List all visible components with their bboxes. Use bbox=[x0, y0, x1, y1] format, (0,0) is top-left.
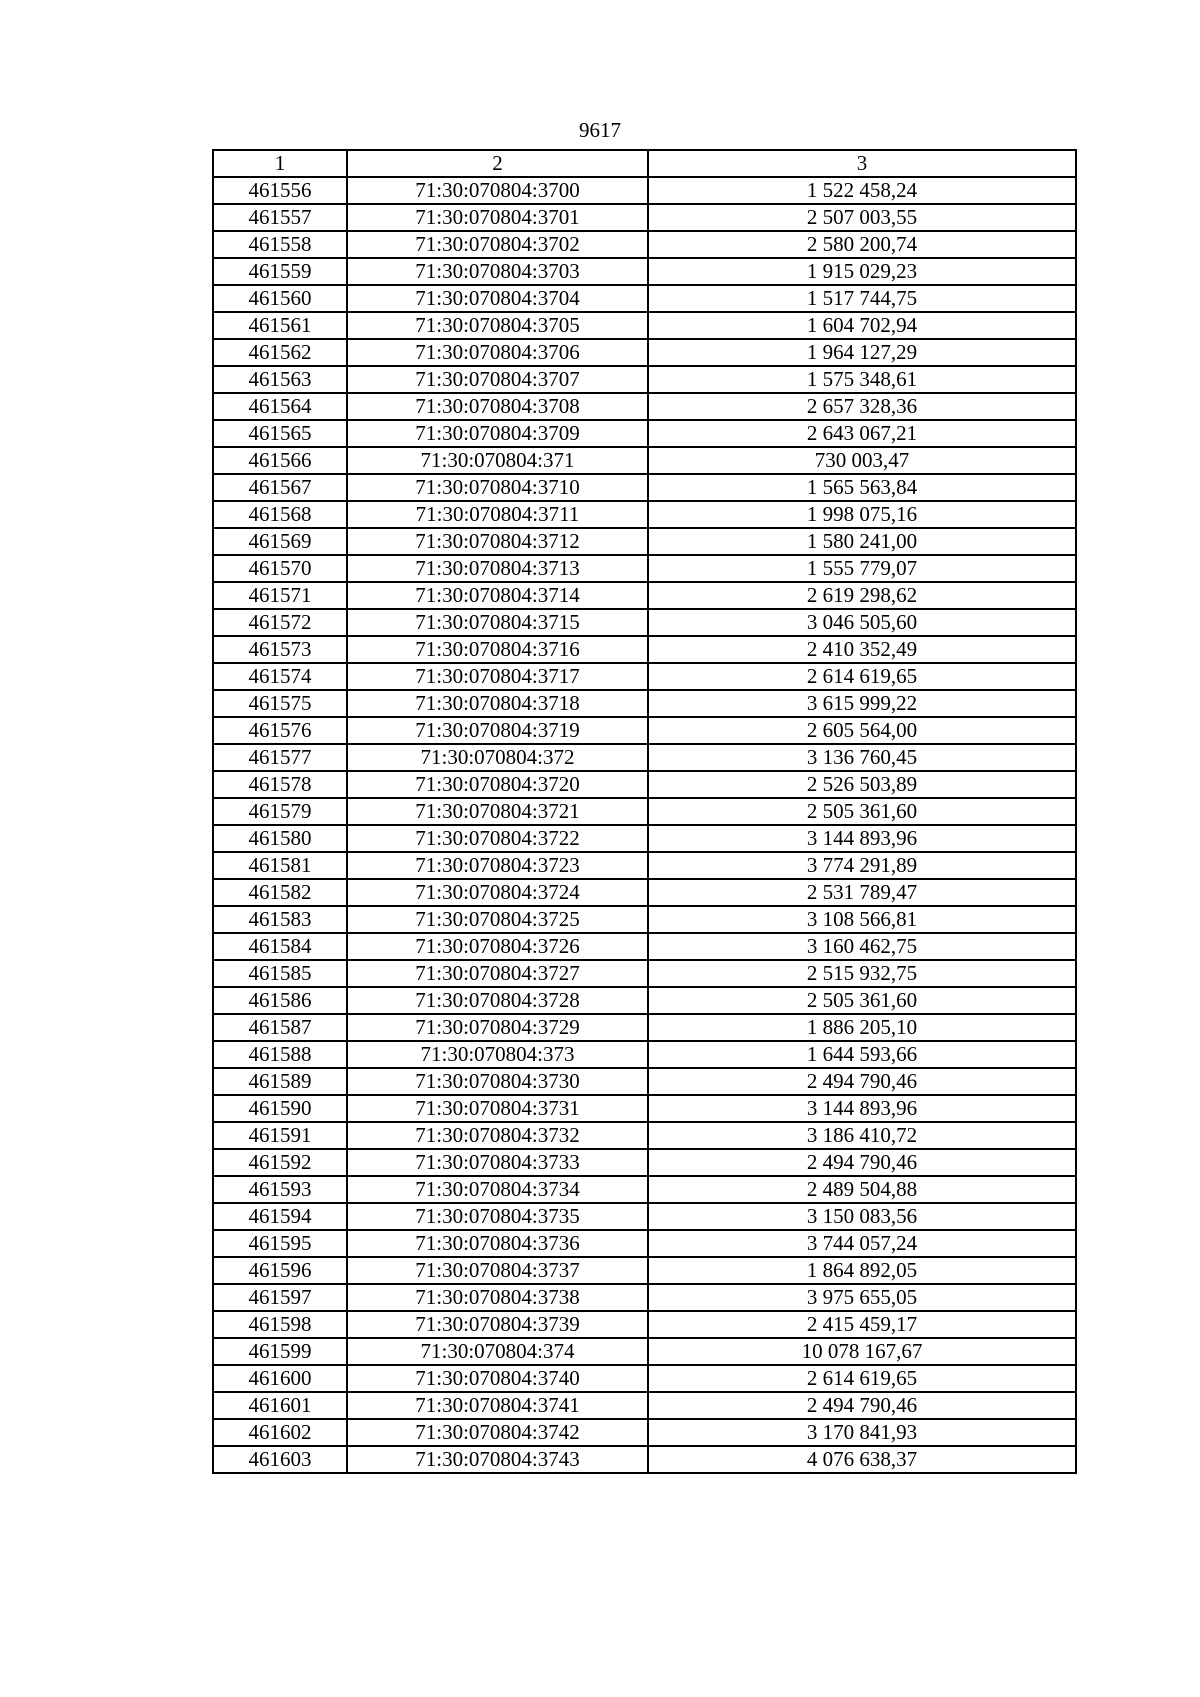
row-number-cell: 461560 bbox=[213, 285, 347, 312]
row-number-cell: 461582 bbox=[213, 879, 347, 906]
row-number-cell: 461595 bbox=[213, 1230, 347, 1257]
page-number: 9617 bbox=[579, 118, 621, 142]
table-row bbox=[213, 366, 1076, 393]
table-row bbox=[213, 636, 1076, 663]
row-number-cell: 461556 bbox=[213, 177, 347, 204]
cadastral-number-cell: 71:30:070804:3711 bbox=[347, 501, 648, 528]
table-row bbox=[213, 798, 1076, 825]
cadastral-number-cell: 71:30:070804:3703 bbox=[347, 258, 648, 285]
value-cell: 2 605 564,00 bbox=[648, 717, 1076, 744]
value-cell: 3 160 462,75 bbox=[648, 933, 1076, 960]
table-row bbox=[213, 1392, 1076, 1419]
table-body bbox=[213, 177, 1076, 1473]
table-row bbox=[213, 393, 1076, 420]
cadastral-number-cell: 71:30:070804:373 bbox=[347, 1041, 648, 1068]
cadastral-number-cell: 71:30:070804:3732 bbox=[347, 1122, 648, 1149]
header-cell-column-1: 1 bbox=[213, 150, 347, 177]
table-row bbox=[213, 879, 1076, 906]
row-number-cell: 461581 bbox=[213, 852, 347, 879]
value-cell: 2 505 361,60 bbox=[648, 987, 1076, 1014]
table-row bbox=[213, 231, 1076, 258]
value-cell: 2 494 790,46 bbox=[648, 1392, 1076, 1419]
table-row bbox=[213, 825, 1076, 852]
row-number-cell: 461569 bbox=[213, 528, 347, 555]
value-cell: 3 046 505,60 bbox=[648, 609, 1076, 636]
cadastral-number-cell: 71:30:070804:3735 bbox=[347, 1203, 648, 1230]
value-cell: 1 864 892,05 bbox=[648, 1257, 1076, 1284]
table-row bbox=[213, 285, 1076, 312]
registry-table bbox=[212, 149, 1077, 1474]
value-cell: 3 108 566,81 bbox=[648, 906, 1076, 933]
row-number-cell: 461593 bbox=[213, 1176, 347, 1203]
cadastral-number-cell: 71:30:070804:3726 bbox=[347, 933, 648, 960]
cadastral-number-cell: 71:30:070804:3719 bbox=[347, 717, 648, 744]
table-row bbox=[213, 609, 1076, 636]
table-row bbox=[213, 1311, 1076, 1338]
cadastral-number-cell: 71:30:070804:3712 bbox=[347, 528, 648, 555]
value-cell: 3 150 083,56 bbox=[648, 1203, 1076, 1230]
table-row bbox=[213, 1257, 1076, 1284]
value-cell: 3 144 893,96 bbox=[648, 1095, 1076, 1122]
value-cell: 1 580 241,00 bbox=[648, 528, 1076, 555]
cadastral-number-cell: 71:30:070804:3724 bbox=[347, 879, 648, 906]
row-number-cell: 461561 bbox=[213, 312, 347, 339]
table-row bbox=[213, 852, 1076, 879]
value-cell: 2 657 328,36 bbox=[648, 393, 1076, 420]
value-cell: 2 614 619,65 bbox=[648, 663, 1076, 690]
value-cell: 1 575 348,61 bbox=[648, 366, 1076, 393]
row-number-cell: 461566 bbox=[213, 447, 347, 474]
table-row bbox=[213, 420, 1076, 447]
row-number-cell: 461577 bbox=[213, 744, 347, 771]
cadastral-number-cell: 71:30:070804:3720 bbox=[347, 771, 648, 798]
value-cell: 1 522 458,24 bbox=[648, 177, 1076, 204]
row-number-cell: 461584 bbox=[213, 933, 347, 960]
cadastral-number-cell: 71:30:070804:3714 bbox=[347, 582, 648, 609]
value-cell: 2 580 200,74 bbox=[648, 231, 1076, 258]
cadastral-number-cell: 71:30:070804:3727 bbox=[347, 960, 648, 987]
row-number-cell: 461591 bbox=[213, 1122, 347, 1149]
value-cell: 1 517 744,75 bbox=[648, 285, 1076, 312]
table-row bbox=[213, 528, 1076, 555]
row-number-cell: 461579 bbox=[213, 798, 347, 825]
table-row bbox=[213, 1365, 1076, 1392]
row-number-cell: 461594 bbox=[213, 1203, 347, 1230]
table-row bbox=[213, 501, 1076, 528]
row-number-cell: 461565 bbox=[213, 420, 347, 447]
cadastral-number-cell: 71:30:070804:3722 bbox=[347, 825, 648, 852]
table-row bbox=[213, 987, 1076, 1014]
value-cell: 1 915 029,23 bbox=[648, 258, 1076, 285]
value-cell: 2 494 790,46 bbox=[648, 1149, 1076, 1176]
row-number-cell: 461589 bbox=[213, 1068, 347, 1095]
row-number-cell: 461585 bbox=[213, 960, 347, 987]
value-cell: 3 744 057,24 bbox=[648, 1230, 1076, 1257]
row-number-cell: 461580 bbox=[213, 825, 347, 852]
table-row bbox=[213, 447, 1076, 474]
cadastral-number-cell: 71:30:070804:3743 bbox=[347, 1446, 648, 1473]
row-number-cell: 461576 bbox=[213, 717, 347, 744]
cadastral-number-cell: 71:30:070804:3723 bbox=[347, 852, 648, 879]
header-row bbox=[213, 150, 1076, 177]
value-cell: 3 186 410,72 bbox=[648, 1122, 1076, 1149]
cadastral-number-cell: 71:30:070804:3728 bbox=[347, 987, 648, 1014]
cadastral-number-cell: 71:30:070804:374 bbox=[347, 1338, 648, 1365]
table-row bbox=[213, 717, 1076, 744]
cadastral-number-cell: 71:30:070804:3725 bbox=[347, 906, 648, 933]
table-row bbox=[213, 177, 1076, 204]
table-row bbox=[213, 960, 1076, 987]
value-cell: 3 170 841,93 bbox=[648, 1419, 1076, 1446]
table-row bbox=[213, 744, 1076, 771]
row-number-cell: 461557 bbox=[213, 204, 347, 231]
table-row bbox=[213, 474, 1076, 501]
row-number-cell: 461588 bbox=[213, 1041, 347, 1068]
value-cell: 2 489 504,88 bbox=[648, 1176, 1076, 1203]
cadastral-number-cell: 71:30:070804:3739 bbox=[347, 1311, 648, 1338]
value-cell: 2 614 619,65 bbox=[648, 1365, 1076, 1392]
value-cell: 2 531 789,47 bbox=[648, 879, 1076, 906]
cadastral-number-cell: 71:30:070804:371 bbox=[347, 447, 648, 474]
row-number-cell: 461567 bbox=[213, 474, 347, 501]
table-row bbox=[213, 1122, 1076, 1149]
table-row bbox=[213, 1095, 1076, 1122]
cadastral-number-cell: 71:30:070804:3707 bbox=[347, 366, 648, 393]
value-cell: 10 078 167,67 bbox=[648, 1338, 1076, 1365]
value-cell: 2 505 361,60 bbox=[648, 798, 1076, 825]
table-row bbox=[213, 258, 1076, 285]
value-cell: 4 076 638,37 bbox=[648, 1446, 1076, 1473]
value-cell: 3 975 655,05 bbox=[648, 1284, 1076, 1311]
value-cell: 3 774 291,89 bbox=[648, 852, 1076, 879]
cadastral-number-cell: 71:30:070804:3713 bbox=[347, 555, 648, 582]
cadastral-number-cell: 71:30:070804:3716 bbox=[347, 636, 648, 663]
row-number-cell: 461574 bbox=[213, 663, 347, 690]
table-row bbox=[213, 690, 1076, 717]
row-number-cell: 461598 bbox=[213, 1311, 347, 1338]
table-row bbox=[213, 1284, 1076, 1311]
row-number-cell: 461586 bbox=[213, 987, 347, 1014]
table-row bbox=[213, 1176, 1076, 1203]
cadastral-number-cell: 71:30:070804:3705 bbox=[347, 312, 648, 339]
value-cell: 2 619 298,62 bbox=[648, 582, 1076, 609]
cadastral-number-cell: 71:30:070804:3700 bbox=[347, 177, 648, 204]
table-row bbox=[213, 1419, 1076, 1446]
cadastral-number-cell: 71:30:070804:3730 bbox=[347, 1068, 648, 1095]
value-cell: 730 003,47 bbox=[648, 447, 1076, 474]
table-row bbox=[213, 1203, 1076, 1230]
row-number-cell: 461575 bbox=[213, 690, 347, 717]
table-row bbox=[213, 1014, 1076, 1041]
value-cell: 1 604 702,94 bbox=[648, 312, 1076, 339]
row-number-cell: 461563 bbox=[213, 366, 347, 393]
value-cell: 3 136 760,45 bbox=[648, 744, 1076, 771]
row-number-cell: 461603 bbox=[213, 1446, 347, 1473]
table-row bbox=[213, 204, 1076, 231]
value-cell: 2 515 932,75 bbox=[648, 960, 1076, 987]
table-row bbox=[213, 1068, 1076, 1095]
table-header bbox=[213, 150, 1076, 177]
cadastral-number-cell: 71:30:070804:3734 bbox=[347, 1176, 648, 1203]
cadastral-number-cell: 71:30:070804:3737 bbox=[347, 1257, 648, 1284]
cadastral-number-cell: 71:30:070804:3710 bbox=[347, 474, 648, 501]
value-cell: 1 964 127,29 bbox=[648, 339, 1076, 366]
header-cell-column-3: 3 bbox=[648, 150, 1076, 177]
table-row bbox=[213, 1149, 1076, 1176]
table-row bbox=[213, 312, 1076, 339]
value-cell: 2 410 352,49 bbox=[648, 636, 1076, 663]
cadastral-number-cell: 71:30:070804:3729 bbox=[347, 1014, 648, 1041]
row-number-cell: 461568 bbox=[213, 501, 347, 528]
row-number-cell: 461592 bbox=[213, 1149, 347, 1176]
value-cell: 3 615 999,22 bbox=[648, 690, 1076, 717]
table-row bbox=[213, 1338, 1076, 1365]
cadastral-number-cell: 71:30:070804:3702 bbox=[347, 231, 648, 258]
table-row bbox=[213, 339, 1076, 366]
value-cell: 3 144 893,96 bbox=[648, 825, 1076, 852]
value-cell: 2 526 503,89 bbox=[648, 771, 1076, 798]
value-cell: 1 886 205,10 bbox=[648, 1014, 1076, 1041]
cadastral-number-cell: 71:30:070804:372 bbox=[347, 744, 648, 771]
value-cell: 1 565 563,84 bbox=[648, 474, 1076, 501]
cadastral-number-cell: 71:30:070804:3704 bbox=[347, 285, 648, 312]
cadastral-number-cell: 71:30:070804:3709 bbox=[347, 420, 648, 447]
cadastral-number-cell: 71:30:070804:3736 bbox=[347, 1230, 648, 1257]
row-number-cell: 461559 bbox=[213, 258, 347, 285]
row-number-cell: 461597 bbox=[213, 1284, 347, 1311]
value-cell: 1 998 075,16 bbox=[648, 501, 1076, 528]
row-number-cell: 461600 bbox=[213, 1365, 347, 1392]
cadastral-number-cell: 71:30:070804:3706 bbox=[347, 339, 648, 366]
cadastral-number-cell: 71:30:070804:3715 bbox=[347, 609, 648, 636]
row-number-cell: 461573 bbox=[213, 636, 347, 663]
row-number-cell: 461578 bbox=[213, 771, 347, 798]
table-row bbox=[213, 1446, 1076, 1473]
value-cell: 2 494 790,46 bbox=[648, 1068, 1076, 1095]
cadastral-number-cell: 71:30:070804:3721 bbox=[347, 798, 648, 825]
value-cell: 2 507 003,55 bbox=[648, 204, 1076, 231]
value-cell: 2 643 067,21 bbox=[648, 420, 1076, 447]
table-row bbox=[213, 771, 1076, 798]
row-number-cell: 461583 bbox=[213, 906, 347, 933]
cadastral-number-cell: 71:30:070804:3741 bbox=[347, 1392, 648, 1419]
table-row bbox=[213, 906, 1076, 933]
cadastral-number-cell: 71:30:070804:3717 bbox=[347, 663, 648, 690]
table-row bbox=[213, 663, 1076, 690]
row-number-cell: 461572 bbox=[213, 609, 347, 636]
cadastral-number-cell: 71:30:070804:3738 bbox=[347, 1284, 648, 1311]
cadastral-number-cell: 71:30:070804:3733 bbox=[347, 1149, 648, 1176]
row-number-cell: 461562 bbox=[213, 339, 347, 366]
table-row bbox=[213, 1230, 1076, 1257]
value-cell: 1 644 593,66 bbox=[648, 1041, 1076, 1068]
cadastral-number-cell: 71:30:070804:3740 bbox=[347, 1365, 648, 1392]
row-number-cell: 461596 bbox=[213, 1257, 347, 1284]
cadastral-number-cell: 71:30:070804:3718 bbox=[347, 690, 648, 717]
table-row bbox=[213, 1041, 1076, 1068]
row-number-cell: 461564 bbox=[213, 393, 347, 420]
row-number-cell: 461571 bbox=[213, 582, 347, 609]
row-number-cell: 461599 bbox=[213, 1338, 347, 1365]
table-row bbox=[213, 555, 1076, 582]
row-number-cell: 461570 bbox=[213, 555, 347, 582]
table-row bbox=[213, 933, 1076, 960]
row-number-cell: 461601 bbox=[213, 1392, 347, 1419]
row-number-cell: 461558 bbox=[213, 231, 347, 258]
row-number-cell: 461602 bbox=[213, 1419, 347, 1446]
cadastral-number-cell: 71:30:070804:3708 bbox=[347, 393, 648, 420]
cadastral-number-cell: 71:30:070804:3731 bbox=[347, 1095, 648, 1122]
row-number-cell: 461587 bbox=[213, 1014, 347, 1041]
cadastral-number-cell: 71:30:070804:3701 bbox=[347, 204, 648, 231]
row-number-cell: 461590 bbox=[213, 1095, 347, 1122]
table-row bbox=[213, 582, 1076, 609]
header-cell-column-2: 2 bbox=[347, 150, 648, 177]
value-cell: 1 555 779,07 bbox=[648, 555, 1076, 582]
cadastral-number-cell: 71:30:070804:3742 bbox=[347, 1419, 648, 1446]
value-cell: 2 415 459,17 bbox=[648, 1311, 1076, 1338]
